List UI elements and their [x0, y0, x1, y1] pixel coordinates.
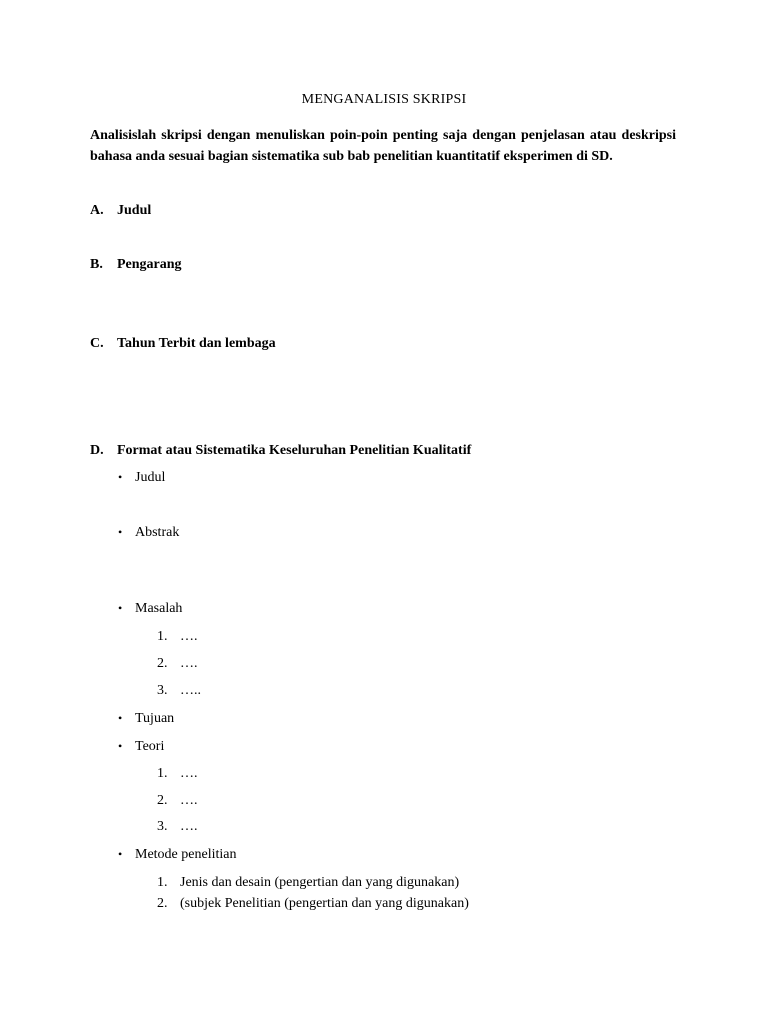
bullet-item-abstrak	[118, 525, 179, 541]
item-text: ….	[180, 793, 198, 808]
item-number: 2.	[157, 793, 168, 808]
section-label: Judul	[117, 203, 152, 218]
item-text: Jenis dan desain (pengertian dan yang digunakan)	[180, 875, 460, 890]
item-number: 1.	[157, 875, 168, 890]
bullet-icon: •	[118, 470, 123, 484]
item-number: 1.	[157, 766, 168, 781]
bullet-label: Abstrak	[135, 525, 180, 540]
bullet-label: Metode penelitian	[135, 847, 237, 862]
section-c	[90, 336, 276, 352]
instruction-paragraph: Analisislah skripsi dengan menuliskan poin-poin penting saja dengan penjelasan atau deskripsi bahasa anda sesuai bagian sistematika sub bab penelitian kuantitatif eksperimen di SD.	[90, 128, 676, 164]
item-number: 1.	[157, 629, 168, 644]
item-number: 2.	[157, 896, 168, 911]
bullet-label: Judul	[135, 470, 166, 485]
item-text: ….	[180, 819, 198, 834]
bullet-item-tujuan	[118, 711, 174, 727]
bullet-icon: •	[118, 711, 123, 725]
section-a	[90, 203, 151, 219]
bullet-item-masalah	[118, 601, 182, 617]
bullet-label: Teori	[135, 739, 165, 754]
section-letter: B.	[90, 257, 103, 272]
section-label: Tahun Terbit dan lembaga	[117, 336, 276, 351]
numbered-item	[157, 683, 201, 699]
numbered-item	[157, 766, 198, 782]
item-number: 3.	[157, 819, 168, 834]
bullet-icon: •	[118, 525, 123, 539]
item-text: ….	[180, 629, 198, 644]
numbered-item	[157, 819, 198, 835]
numbered-item	[157, 656, 198, 672]
section-letter: D.	[90, 443, 104, 458]
section-label: Pengarang	[117, 257, 182, 272]
bullet-label: Masalah	[135, 601, 183, 616]
item-text: ….	[180, 766, 198, 781]
numbered-item	[157, 793, 198, 809]
item-text: ….	[180, 656, 198, 671]
section-letter: C.	[90, 336, 104, 351]
section-letter: A.	[90, 203, 104, 218]
section-d	[90, 443, 471, 459]
numbered-item	[157, 875, 459, 891]
numbered-item	[157, 896, 469, 912]
bullet-icon: •	[118, 739, 123, 753]
section-b	[90, 257, 182, 273]
bullet-label: Tujuan	[135, 711, 175, 726]
bullet-item-metode-penelitian	[118, 847, 236, 863]
item-text: …..	[180, 683, 201, 698]
bullet-item-judul	[118, 470, 165, 486]
item-number: 2.	[157, 656, 168, 671]
section-label: Format atau Sistematika Keseluruhan Penelitian Kualitatif	[117, 443, 472, 458]
bullet-icon: •	[118, 847, 123, 861]
page-title: MENGANALISIS SKRIPSI	[301, 92, 467, 107]
item-number: 3.	[157, 683, 168, 698]
bullet-item-teori	[118, 739, 164, 755]
bullet-icon: •	[118, 601, 123, 615]
item-text: (subjek Penelitian (pengertian dan yang digunakan)	[180, 896, 469, 911]
numbered-item	[157, 629, 198, 645]
